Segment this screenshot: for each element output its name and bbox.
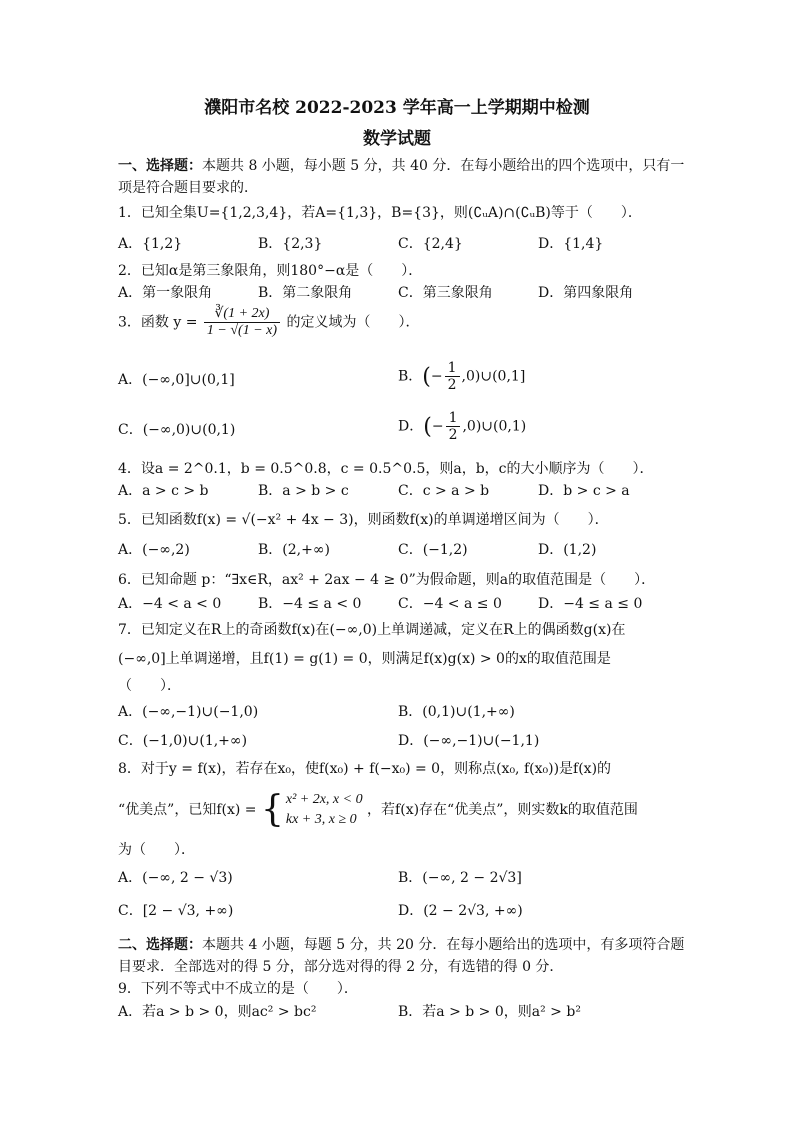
q7-option-a: A．(−∞,−1)∪(−1,0): [118, 704, 259, 720]
q3-fraction: [204, 306, 280, 339]
q8-option-d: D．(2 − 2√3, +∞): [398, 903, 523, 919]
q6-option-a: A．−4 < a < 0: [118, 596, 222, 612]
q2-option-a: A．第一象限角: [118, 285, 213, 301]
q8-option-a: A．(−∞, 2 − √3): [118, 870, 233, 886]
section2-label: 二、选择题：: [118, 937, 202, 953]
question-1-stem: 1．已知全集U={1,2,3,4}，若A={1,3}，B={3}，则(∁ᵤA)∩(∁ᵤB)等于（ ）．: [118, 205, 642, 221]
q4-option-b: B．a > b > c: [258, 483, 349, 499]
exam-title: 濮阳市名校 2022-2023 学年高一上学期期中检测: [204, 98, 590, 118]
q7-option-d: D．(−∞,−1)∪(−1,1): [398, 733, 540, 749]
q8-case-1: x² + 2x, x < 0: [285, 792, 363, 807]
question-8-line2: “优美点”，已知f(x) = { x² + 2x, x < 0 kx + 3, x ≥ 0 ，若f(x)存在“优美点”，则实数k的取值范围: [118, 789, 638, 830]
section1-text: 本题共 8 小题，每小题 5 分，共 40 分．在每小题给出的四个选项中，只有一: [202, 158, 685, 174]
q7-option-b: B．(0,1)∪(1,+∞): [398, 704, 515, 720]
section1-intro-cont: 项是符合题目要求的．: [118, 180, 258, 196]
q4-option-c: C．c > a > b: [398, 483, 490, 499]
q4-option-d: D．b > c > a: [538, 483, 630, 499]
q5-option-b: B．(2,+∞): [258, 542, 330, 558]
question-9-stem: 9．下列不等式中不成立的是（ ）．: [118, 981, 358, 997]
question-2-stem: 2．已知α是第三象限角，则180°−α是（ ）．: [118, 263, 423, 279]
question-5-stem: 5．已知函数f(x) = √(−x² + 4x − 3)，则函数f(x)的单调递增区间为（ ）．: [118, 512, 609, 528]
q8-line2-prefix: “优美点”，已知f(x) =: [118, 802, 257, 818]
question-4-stem: 4．设a = 2^0.1，b = 0.5^0.8，c = 0.5^0.5，则a，b，c的大小顺序为（ ）．: [118, 461, 654, 477]
q1-option-a: A．{1,2}: [118, 236, 183, 252]
question-6-stem: 6．已知命题 p：“∃x∈R，ax² + 2ax − 4 ≥ 0”为假命题，则a的取值范围是（ ）．: [118, 572, 656, 588]
section2-intro: [118, 937, 685, 954]
q1-option-b: B．{2,3}: [258, 236, 323, 252]
q8-case-2: kx + 3, x ≥ 0: [285, 812, 357, 827]
section2-intro-cont: 目要求．全部选对的得 5 分，部分选对得的得 2 分，有选错的得 0 分．: [118, 959, 564, 975]
q3-option-d: D．(− $\frac{1}{2}$ ,0)∪(0,1): [398, 410, 527, 443]
q3-denominator: 1 − √(1 − x): [206, 323, 278, 338]
q3-option-c: C．(−∞,0)∪(0,1): [118, 422, 236, 438]
q5-option-a: A．(−∞,2): [118, 542, 190, 558]
q8-piecewise: [286, 790, 363, 830]
q6-option-d: D．−4 ≤ a ≤ 0: [538, 596, 643, 612]
q3-stem-suffix: 的定义域为（ ）．: [286, 314, 420, 331]
q3-option-b: B．(− $\frac{1}{2}$ ,0)∪(0,1]: [398, 360, 526, 393]
question-3-stem: [118, 306, 678, 339]
question-7-line3: （ ）．: [118, 678, 181, 694]
q8-line2-suffix: ，若f(x)存在“优美点”，则实数k的取值范围: [367, 802, 638, 818]
exam-subtitle: 数学试题: [363, 129, 431, 149]
q3-stem-prefix: 3．函数 y =: [118, 314, 198, 331]
question-8-line1: 8．对于y = f(x)，若存在x₀，使f(x₀) + f(−x₀) = 0，则称点(x₀, f(x₀))是f(x)的: [118, 761, 612, 777]
section1-label: 一、选择题：: [118, 158, 202, 174]
q3-numerator: ∛(1 + 2x): [204, 306, 280, 323]
q4-option-a: A．a > c > b: [118, 483, 209, 499]
q2-option-d: D．第四象限角: [538, 285, 634, 301]
q9-option-a: A．若a > b > 0，则ac² > bc²: [118, 1004, 317, 1020]
q2-option-c: C．第三象限角: [398, 285, 493, 301]
q9-option-b: B．若a > b > 0，则a² > b²: [398, 1004, 581, 1020]
section1-intro: [118, 158, 685, 175]
q1-option-c: C．{2,4}: [398, 236, 463, 252]
q1-option-d: D．{1,4}: [538, 236, 604, 252]
q7-option-c: C．(−1,0)∪(1,+∞): [118, 733, 248, 749]
question-7-line2: (−∞,0]上单调递增，且f(1) = g(1) = 0，则满足f(x)g(x) > 0的x的取值范围是: [118, 651, 611, 667]
q5-option-d: D．(1,2): [538, 542, 597, 558]
question-8-line3: 为（ ）．: [118, 842, 195, 858]
question-7-line1: 7．已知定义在R上的奇函数f(x)在(−∞,0)上单调递减，定义在R上的偶函数g(x)在: [118, 622, 626, 638]
q8-option-c: C．[2 − √3, +∞): [118, 903, 234, 919]
q6-option-c: C．−4 < a ≤ 0: [398, 596, 502, 612]
q3-option-a: A．(−∞,0]∪(0,1]: [118, 372, 235, 388]
q6-option-b: B．−4 ≤ a < 0: [258, 596, 362, 612]
q5-option-c: C．(−1,2): [398, 542, 468, 558]
q2-option-b: B．第二象限角: [258, 285, 353, 301]
q8-option-b: B．(−∞, 2 − 2√3]: [398, 870, 522, 886]
section2-text: 本题共 4 小题，每题 5 分，共 20 分．在每小题给出的选项中，有多项符合题: [202, 937, 685, 953]
